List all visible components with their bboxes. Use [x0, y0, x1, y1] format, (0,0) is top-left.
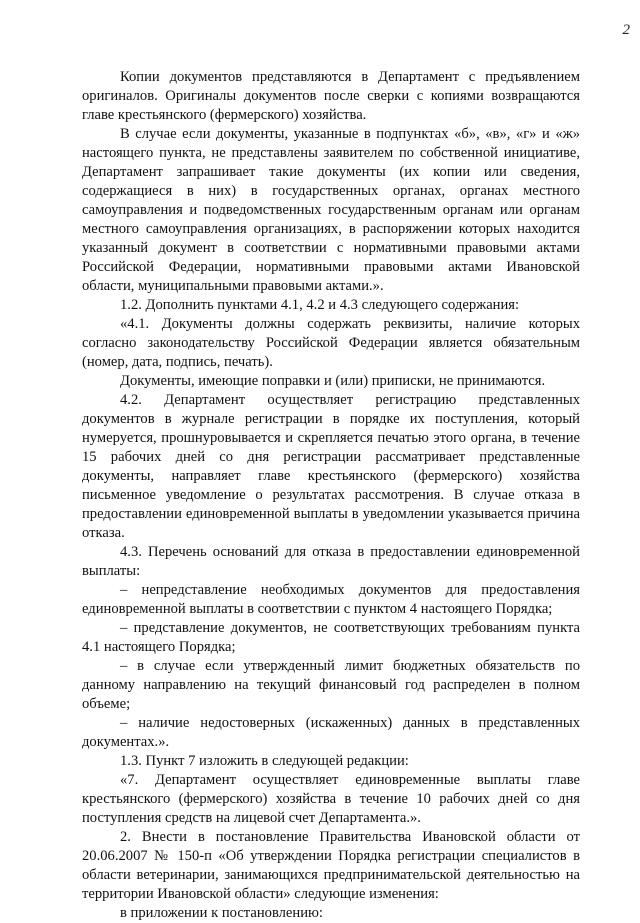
paragraph-7: «7. Департамент осуществляет единовременные выплаты главе крестьянского (фермерского) хозяйства в течение 10 рабочих дней со дня поступления средств на лицевой счет Департамента.».: [82, 772, 580, 826]
paragraph-4-3: 4.3. Перечень оснований для отказа в предоставлении единовременной выплаты:: [82, 544, 580, 579]
paragraph-4-2: 4.2. Департамент осуществляет регистрацию представленных документов в журнале регистрации в порядке их поступления, который нумеруется, прошнуровывается и скрепляется печатью этого органа, в течение 15 рабочих дней со дня регистрации рассматривает представленные документы, направляет главе крестьянского (фермерского) хозяйства письменное уведомление о результатах рассмотрения. В случае отказа в предоставлении единовременной выплаты в уведомлении указывается причина отказа.: [82, 392, 580, 541]
paragraph-corrections: Документы, имеющие поправки и (или) приписки, не принимаются.: [120, 373, 546, 389]
page-number: 2: [622, 22, 630, 38]
paragraph-1-3: 1.3. Пункт 7 изложить в следующей редакции:: [120, 753, 409, 769]
paragraph-1-2: 1.2. Дополнить пунктами 4.1, 4.2 и 4.3 следующего содержания:: [120, 297, 520, 313]
list-item-refusal-2: – представление документов, не соответствующих требованиям пункта 4.1 настоящего Порядка;: [82, 620, 580, 655]
list-item-refusal-4: – наличие недостоверных (искаженных) данных в представленных документах.».: [82, 715, 580, 750]
paragraph-2: 2. Внести в постановление Правительства Ивановской области от 20.06.2007 № 150-п «Об утверждении Порядка регистрации специалистов в области ветеринарии, занимающихся предпринимательской деятельностью на территории Ивановской области» следующие изменения:: [82, 829, 580, 902]
paragraph-interagency-request: В случае если документы, указанные в подпунктах «б», «в», «г» и «ж» настоящего пункта, не представлены заявителем по собственной инициативе, Департамент запрашивает такие документы (их копии или сведения, содержащиеся в них) в государственных органах, органах местного самоуправления и подведомственных государственным органам или органам местного самоуправления организациях, в распоряжении которых находится указанный документ в соответствии с нормативными правовыми актами Российской Федерации, нормативными правовыми актами Ивановской области, муниципальными правовыми актами.».: [82, 126, 580, 294]
paragraph-4-1: «4.1. Документы должны содержать реквизиты, наличие которых согласно законодательству Российской Федерации является обязательным (номер, дата, подпись, печать).: [82, 316, 580, 370]
list-item-refusal-1: – непредставление необходимых документов для предоставления единовременной выплаты в соответствии с пунктом 4 настоящего Порядка;: [82, 582, 580, 617]
document-body: [82, 68, 580, 923]
paragraph-copies: Копии документов представляются в Департамент с предъявлением оригиналов. Оригиналы документов после сверки с копиями возвращаются главе крестьянского (фермерского) хозяйства.: [82, 69, 580, 123]
list-item-refusal-3: – в случае если утвержденный лимит бюджетных обязательств по данному направлению на текущий финансовый год распределен в полном объеме;: [82, 658, 580, 712]
paragraph-appendix: в приложении к постановлению:: [120, 905, 323, 921]
